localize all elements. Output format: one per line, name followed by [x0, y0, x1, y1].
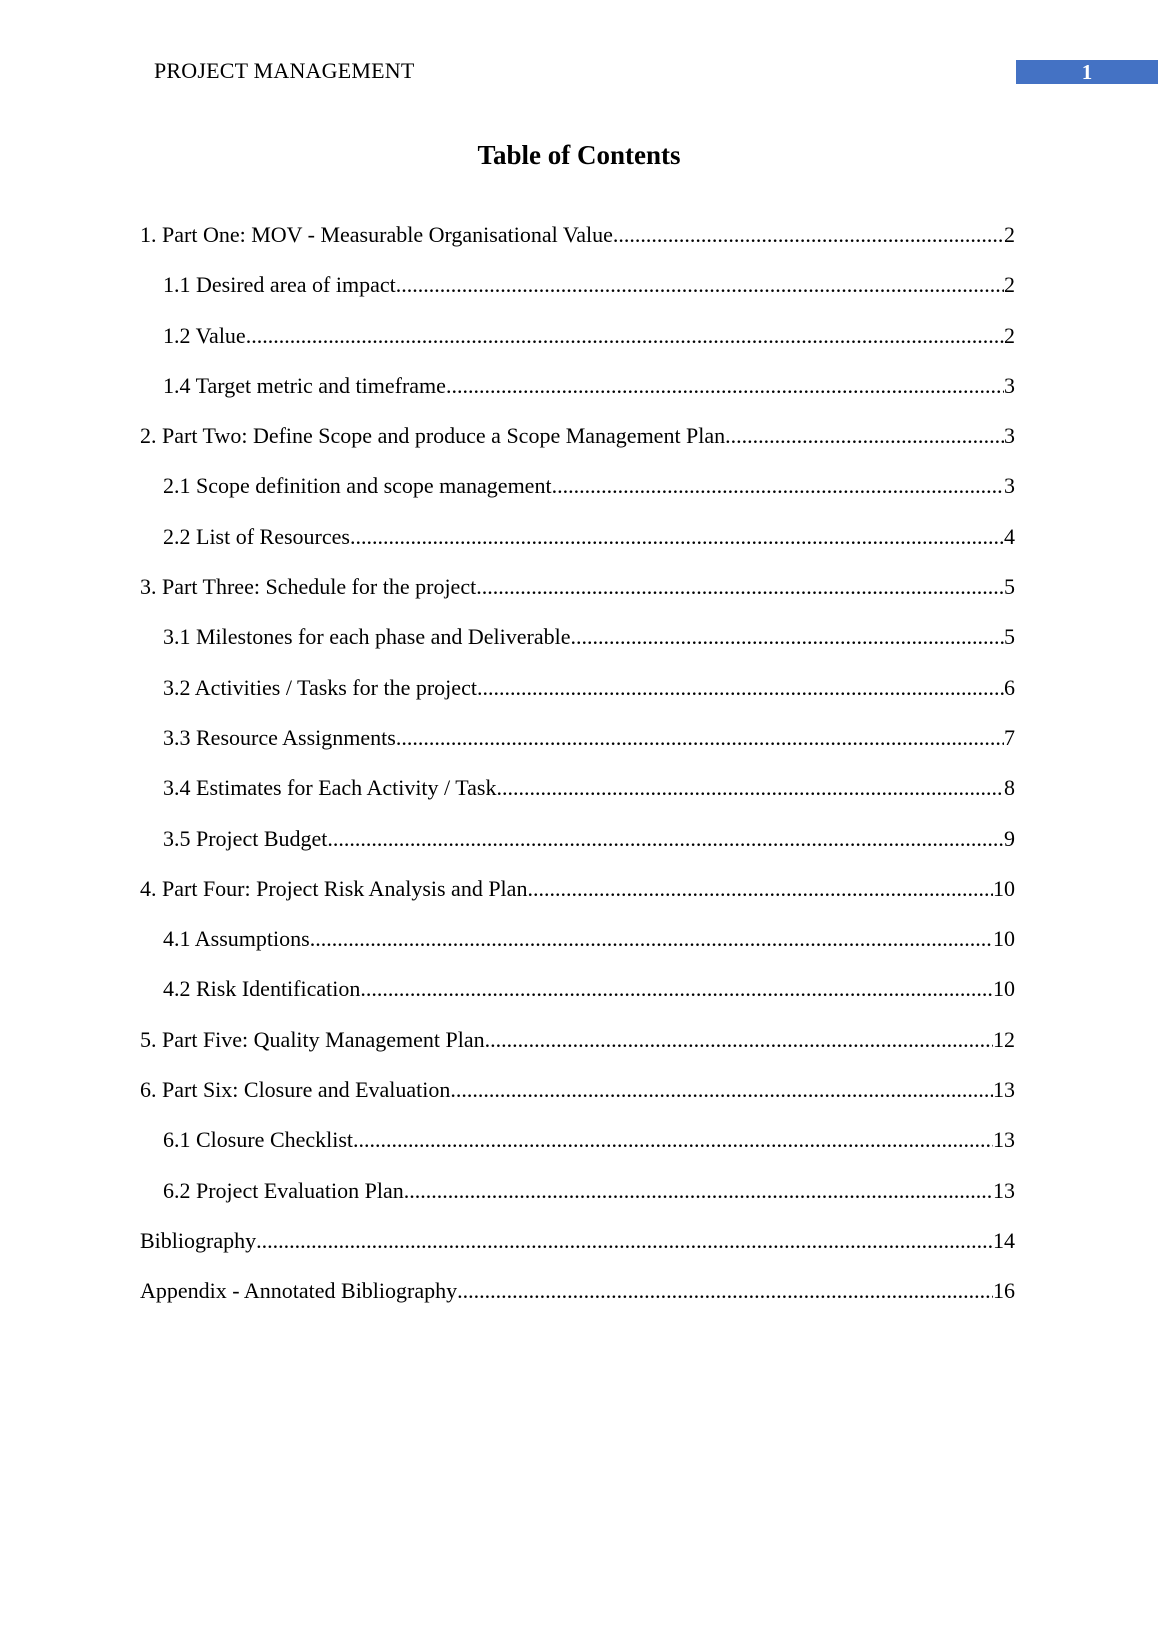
- toc-entry[interactable]: [140, 775, 1015, 825]
- toc-entry-title: 3.5 Project Budget: [163, 825, 328, 851]
- toc-entry[interactable]: [140, 272, 1015, 322]
- toc-dot-leader: [446, 373, 1004, 399]
- toc-entry-page-number: 5: [1004, 624, 1015, 650]
- toc-entry[interactable]: [140, 725, 1015, 775]
- toc-entry-page-number: 10: [993, 926, 1015, 952]
- toc-entry[interactable]: [140, 1077, 1015, 1127]
- page-header: [0, 0, 1158, 100]
- toc-entry-page-number: 6: [1004, 674, 1015, 700]
- toc-entry-page-number: 16: [993, 1278, 1015, 1304]
- toc-dot-leader: [396, 725, 1004, 751]
- toc-entry-title: 6.2 Project Evaluation Plan: [163, 1177, 404, 1203]
- toc-entry-page-number: 2: [1004, 222, 1015, 247]
- toc-dot-leader: [613, 222, 1004, 248]
- toc-entry-page-number: 7: [1004, 724, 1015, 750]
- toc-entry-title: 1.2 Value: [163, 322, 246, 348]
- toc-entry-page-number: 13: [993, 1127, 1015, 1153]
- toc-entry-title: 6. Part Six: Closure and Evaluation: [140, 1077, 451, 1103]
- toc-entry-page-number: 3: [1004, 372, 1015, 398]
- toc-entry-page-number: 13: [993, 1177, 1015, 1203]
- toc-entry-page-number: 3: [1004, 423, 1015, 449]
- toc-dot-leader: [327, 826, 1004, 852]
- toc-entry-title: Bibliography: [140, 1227, 257, 1253]
- toc-entry-page-number: 10: [993, 976, 1015, 1002]
- toc-entry-title: 2.2 List of Resources: [163, 523, 350, 549]
- toc-title: Table of Contents: [477, 140, 681, 170]
- toc-entry-title: Appendix - Annotated Bibliography: [140, 1278, 458, 1304]
- toc-entry-title: 3.3 Resource Assignments: [163, 724, 396, 750]
- toc-dot-leader: [457, 1278, 993, 1304]
- toc-entry-page-number: 9: [1004, 825, 1015, 851]
- toc-entry[interactable]: [140, 373, 1015, 423]
- toc-entry[interactable]: [140, 675, 1015, 725]
- toc-entry-title: 1.1 Desired area of impact: [163, 272, 396, 298]
- toc-dot-leader: [477, 675, 1004, 701]
- toc-entry-title: 1.4 Target metric and timeframe: [163, 372, 446, 398]
- toc-entry-title: 4. Part Four: Project Risk Analysis and Plan: [140, 875, 528, 901]
- toc-entry-page-number: 4: [1004, 523, 1015, 549]
- toc-entry[interactable]: [140, 222, 1015, 272]
- running-head: PROJECT MANAGEMENT: [154, 58, 415, 83]
- toc-dot-leader: [497, 775, 1005, 801]
- toc-entry-title: 4.1 Assumptions: [163, 926, 310, 952]
- toc-entry[interactable]: [140, 1278, 1015, 1328]
- toc-entry-title: 3. Part Three: Schedule for the project: [140, 574, 477, 600]
- toc-entry[interactable]: [140, 976, 1015, 1026]
- toc-entry[interactable]: [140, 876, 1015, 926]
- toc-entry-title: 3.2 Activities / Tasks for the project: [163, 674, 477, 700]
- page-number-badge: 1: [1016, 60, 1158, 84]
- toc-entry-page-number: 10: [993, 875, 1015, 901]
- toc-entry-page-number: 2: [1004, 322, 1015, 348]
- toc-dot-leader: [485, 1027, 993, 1053]
- toc-dot-leader: [476, 574, 1004, 600]
- toc-entry-title: 2.1 Scope definition and scope management: [163, 473, 552, 499]
- toc-dot-leader: [725, 423, 1004, 449]
- toc-entry-title: 5. Part Five: Quality Management Plan: [140, 1026, 485, 1052]
- toc-dot-leader: [404, 1178, 993, 1204]
- toc-dot-leader: [310, 926, 993, 952]
- toc-entry[interactable]: [140, 574, 1015, 624]
- toc-entry-title: 3.1 Milestones for each phase and Deliverable: [163, 624, 571, 650]
- toc-entry[interactable]: [140, 1178, 1015, 1228]
- toc-entry-title: 6.1 Closure Checklist: [163, 1127, 354, 1153]
- toc-entry-page-number: 2: [1004, 272, 1015, 298]
- toc-entry-title: 1. Part One: MOV - Measurable Organisational Value: [140, 222, 613, 247]
- table-of-contents: [140, 222, 1015, 1329]
- toc-entry-page-number: 3: [1004, 473, 1015, 499]
- toc-dot-leader: [256, 1228, 993, 1254]
- toc-entry[interactable]: [140, 826, 1015, 876]
- toc-entry[interactable]: [140, 473, 1015, 523]
- toc-dot-leader: [552, 473, 1004, 499]
- toc-dot-leader: [396, 272, 1004, 298]
- toc-entry[interactable]: [140, 926, 1015, 976]
- toc-entry-title: 3.4 Estimates for Each Activity / Task: [163, 775, 497, 801]
- toc-dot-leader: [360, 976, 993, 1002]
- toc-dot-leader: [450, 1077, 993, 1103]
- toc-dot-leader: [246, 323, 1004, 349]
- toc-entry[interactable]: [140, 1127, 1015, 1177]
- toc-dot-leader: [570, 624, 1004, 650]
- toc-dot-leader: [527, 876, 993, 902]
- toc-entry-page-number: 14: [993, 1227, 1015, 1253]
- toc-entry-page-number: 12: [993, 1026, 1015, 1052]
- toc-entry-page-number: 13: [993, 1077, 1015, 1103]
- toc-dot-leader: [350, 524, 1004, 550]
- toc-entry-title: 2. Part Two: Define Scope and produce a Scope Management Plan: [140, 423, 726, 449]
- toc-entry-title: 4.2 Risk Identification: [163, 976, 361, 1002]
- toc-entry[interactable]: [140, 524, 1015, 574]
- toc-entry[interactable]: [140, 423, 1015, 473]
- toc-entry[interactable]: [140, 624, 1015, 674]
- toc-entry-page-number: 5: [1004, 574, 1015, 600]
- toc-entry[interactable]: [140, 323, 1015, 373]
- toc-entry-page-number: 8: [1004, 775, 1015, 801]
- toc-dot-leader: [353, 1127, 993, 1153]
- toc-entry[interactable]: [140, 1027, 1015, 1077]
- toc-entry[interactable]: [140, 1228, 1015, 1278]
